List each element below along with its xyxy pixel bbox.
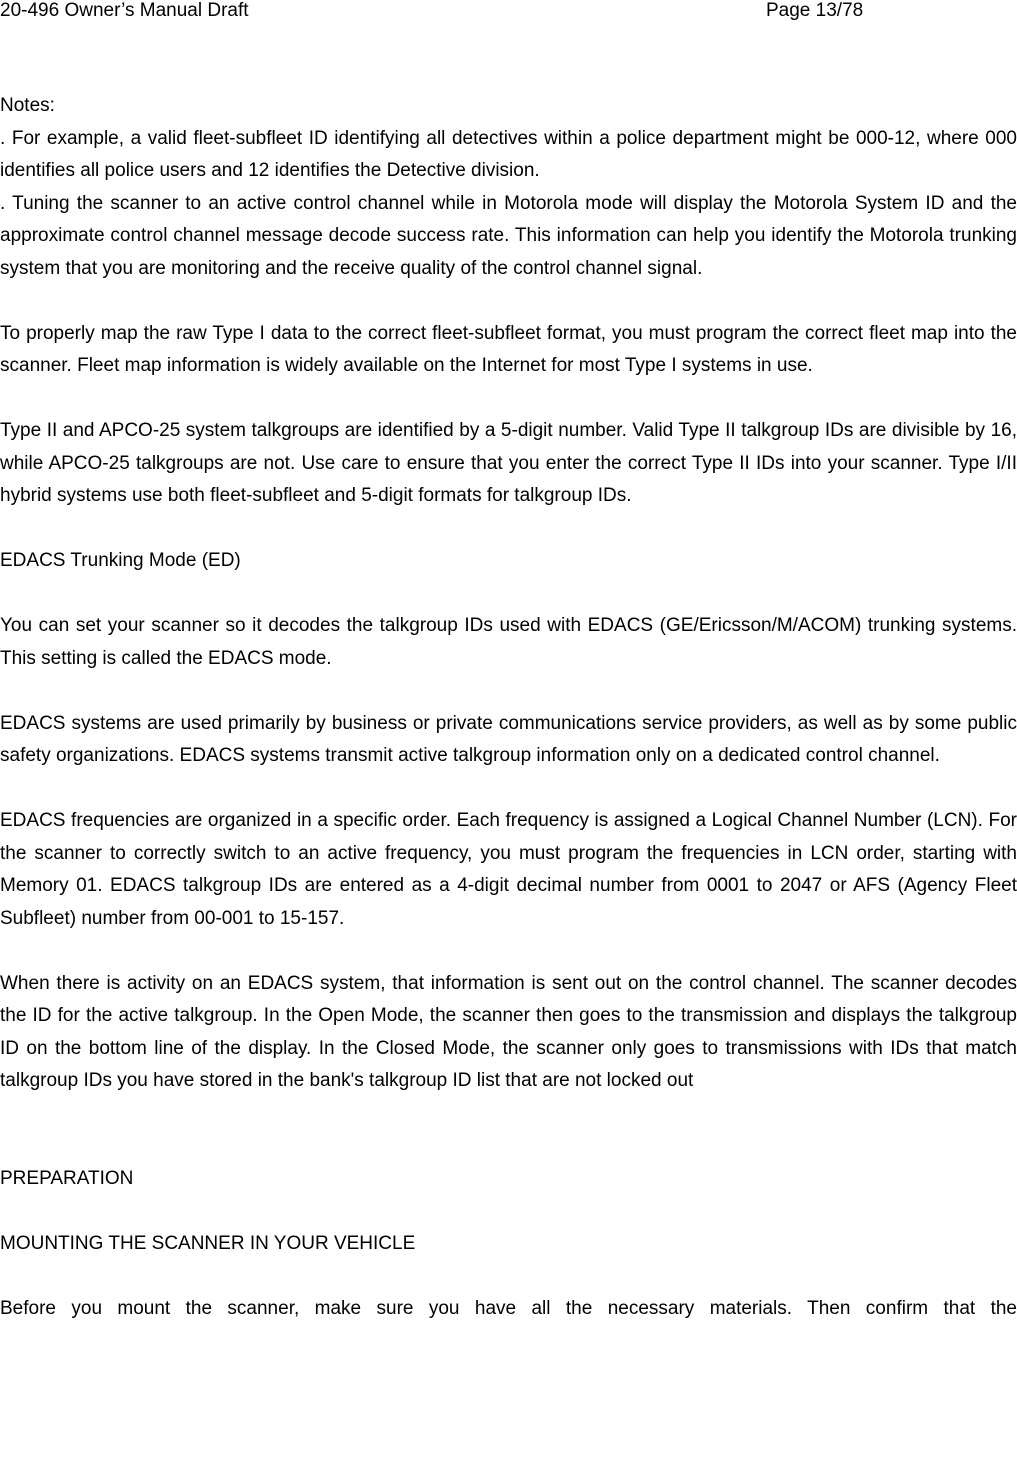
page-header (0, 0, 1017, 24)
note-motorola-mode: . Tuning the scanner to an active control channel while in Motorola mode will display the Motorola System ID and the approximate control channel message decode success rate. This information can help you identify the Motorola trunking system that you are monitoring and the receive quality of the control channel signal. (0, 192, 1017, 279)
paragraph-edacs-systems: EDACS systems are used primarily by business or private communications service providers, as well as by some public safety organizations. EDACS systems transmit active talkgroup information only on a dedicated control channel. (0, 712, 1017, 766)
document-title: 20-496 Owner’s Manual Draft (0, 0, 249, 21)
paragraph-type-ii-talkgroups: Type II and APCO-25 system talkgroups are identified by a 5-digit number. Valid Type II talkgroup IDs are divisible by 16, while APCO-25 talkgroups are not. Use care to ensure that you enter the correct Type II IDs into your scanner. Type I/II hybrid systems use both fleet-subfleet and 5-digit formats for talkgroup IDs. (0, 420, 1017, 506)
paragraph-mounting: Before you mount the scanner, make sure you have all the necessary materials. Then confirm that the (0, 1297, 1017, 1319)
paragraph-edacs-frequencies: EDACS frequencies are organized in a specific order. Each frequency is assigned a Logical Channel Number (LCN). For the scanner to correctly switch to an active frequency, you must program the frequencies in LCN order, starting with Memory 01. EDACS talkgroup IDs are entered as a 4-digit decimal number from 0001 to 2047 or AFS (Agency Fleet Subfleet) number from 00-001 to 15-157. (0, 810, 1017, 929)
section-heading-preparation: PREPARATION (0, 1167, 134, 1189)
paragraph-edacs-mode: You can set your scanner so it decodes the talkgroup IDs used with EDACS (GE/Ericsson/M/ACOM) trunking systems. This setting is called the EDACS mode. (0, 615, 1017, 669)
paragraph-edacs-activity: When there is activity on an EDACS system, that information is sent out on the control channel. The scanner decodes the ID for the active talkgroup. In the Open Mode, the scanner then goes to the transmission and displays the talkgroup ID on the bottom line of the display. In the Closed Mode, the scanner only goes to transmissions with IDs that match talkgroup IDs you have stored in the bank's talkgroup ID list that are not locked out (0, 972, 1017, 1091)
note-fleet-subfleet-example: . For example, a valid fleet-subfleet ID identifying all detectives within a police department might be 000-12, where 000 identifies all police users and 12 identifies the Detective division. (0, 127, 1017, 181)
paragraph-fleet-map: To properly map the raw Type I data to the correct fleet-subfleet format, you must program the correct fleet map into the scanner. Fleet map information is widely available on the Internet for most Type I systems in use. (0, 322, 1017, 376)
section-heading-edacs: EDACS Trunking Mode (ED) (0, 550, 241, 571)
section-heading-mounting: MOUNTING THE SCANNER IN YOUR VEHICLE (0, 1232, 416, 1254)
notes-label: Notes: (0, 95, 55, 116)
document-body (0, 90, 1017, 1325)
page-number: Page 13/78 (766, 0, 864, 21)
